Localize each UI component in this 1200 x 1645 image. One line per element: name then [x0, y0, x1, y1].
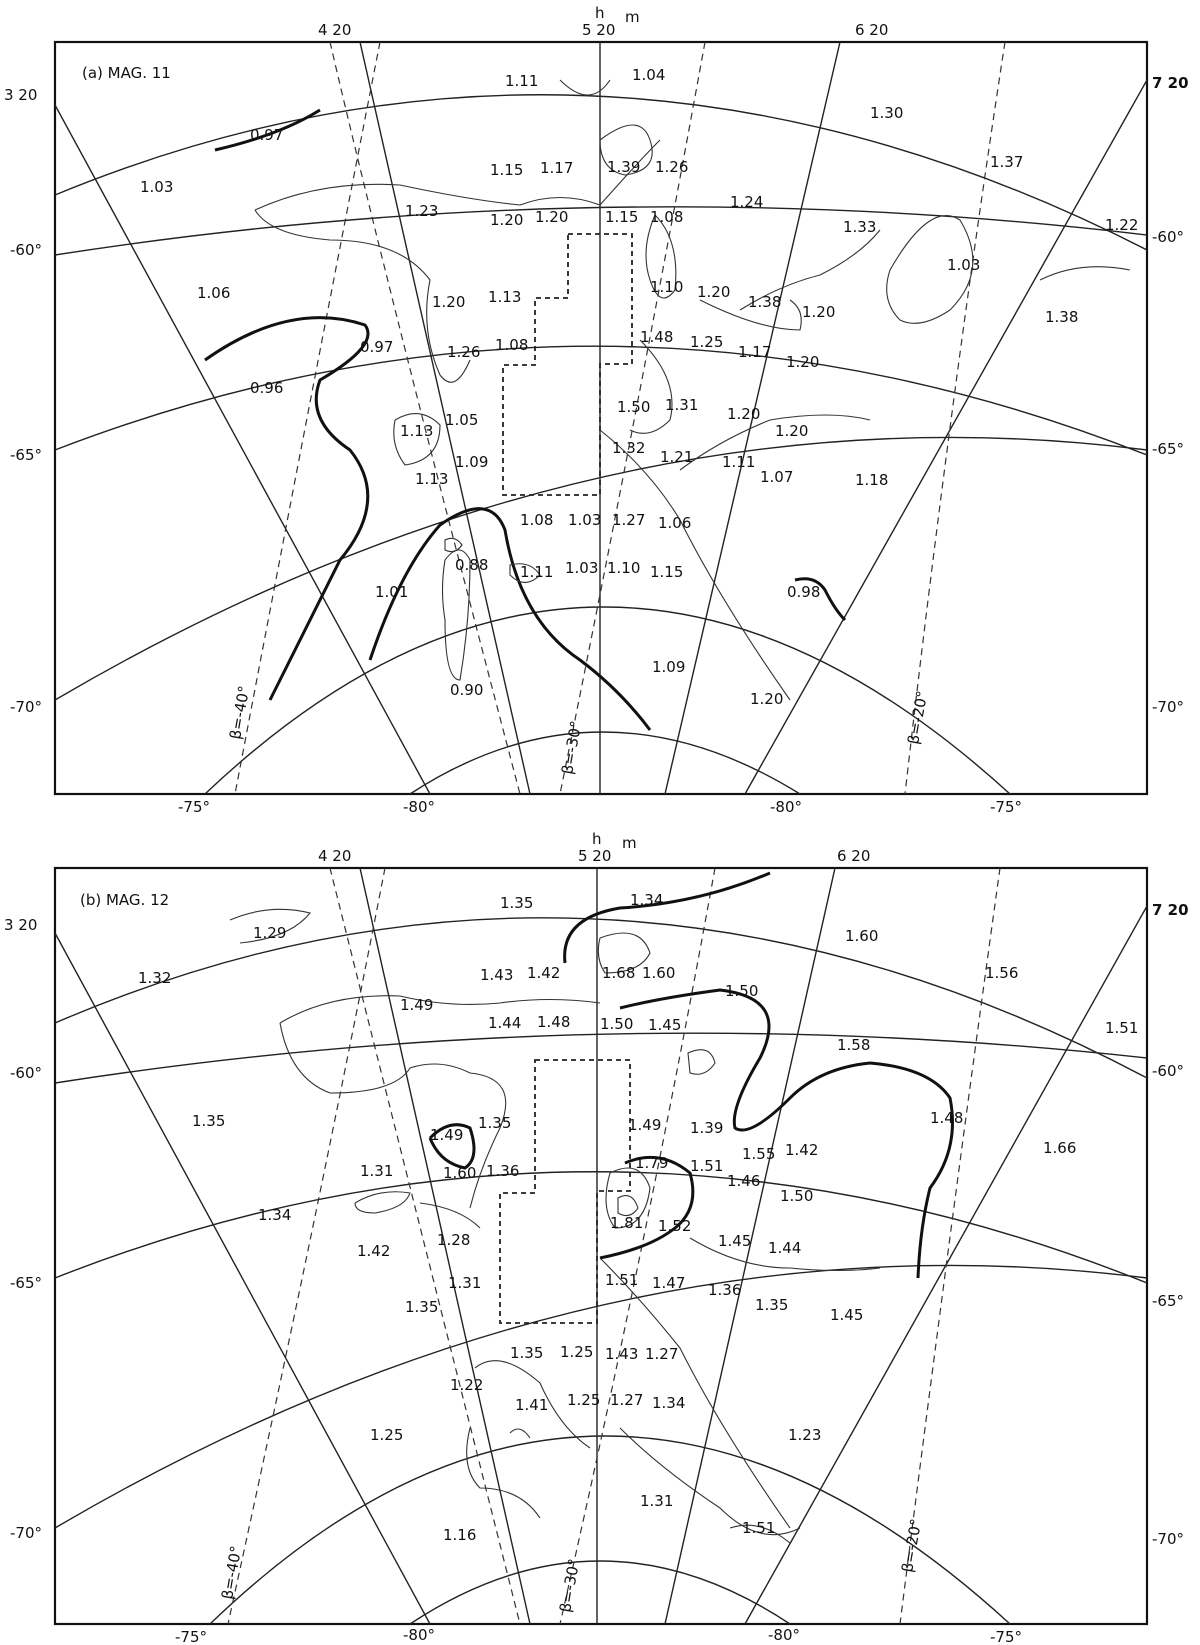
bottom-label-3: -80°	[768, 1626, 800, 1644]
contour-value: 1.04	[632, 66, 666, 84]
dec-circle-75	[410, 732, 800, 794]
contour-value: 1.20	[750, 690, 784, 708]
contour-value: 1.49	[628, 1116, 662, 1134]
contour-value: 0.98	[787, 583, 821, 601]
contour-value: 1.20	[775, 422, 809, 440]
contour-value: 1.47	[652, 1274, 686, 1292]
contour-value: 1.23	[405, 202, 439, 220]
beta-label-30: β=-30°	[556, 1557, 584, 1614]
contour-value: 1.25	[567, 1391, 601, 1409]
contour-value: 1.36	[708, 1281, 742, 1299]
contour-value: 1.50	[725, 982, 759, 1000]
beta-line-40	[235, 42, 380, 794]
contour-value: 1.35	[510, 1344, 544, 1362]
ra-label-3h20: 3 20	[4, 916, 38, 934]
contour-value: 1.25	[690, 333, 724, 351]
dec-circle-65b	[55, 1265, 1147, 1528]
contour-values-b	[138, 891, 1138, 1544]
bottom-label-4: -75°	[990, 1628, 1022, 1645]
dec-circle-60	[55, 207, 1147, 255]
beta-label-20: β=-20°	[904, 689, 932, 746]
contour-value: 1.31	[640, 1492, 674, 1510]
contour-value: 1.50	[780, 1187, 814, 1205]
contour-value: 1.08	[520, 511, 554, 529]
dec-circle-65b	[55, 437, 1147, 700]
dec-left-65: -65°	[10, 446, 42, 464]
contour-thin-8	[560, 80, 610, 95]
dec-right-70: -70°	[1152, 1530, 1184, 1548]
dec-right-65: -65°	[1152, 1292, 1184, 1310]
map-panel-b	[0, 828, 1200, 1645]
hour-line-3h20	[55, 933, 430, 1624]
contour-value: 1.03	[140, 178, 174, 196]
beta-label-40: β=-40°	[218, 1544, 246, 1601]
ra-label-3h20: 3 20	[4, 86, 38, 104]
contour-value: 1.35	[405, 1298, 439, 1316]
contour-value: 1.01	[375, 583, 409, 601]
contour-value: 1.48	[537, 1013, 571, 1031]
contour-value: 1.31	[665, 396, 699, 414]
contour-value: 1.42	[357, 1242, 391, 1260]
contour-value: 1.34	[258, 1206, 292, 1224]
contour-value: 1.03	[947, 256, 981, 274]
contour-value: 1.51	[690, 1157, 724, 1175]
dec-circle-75	[410, 1561, 790, 1624]
contour-value: 1.27	[610, 1391, 644, 1409]
contour-value: 1.20	[802, 303, 836, 321]
contour-value: 1.45	[718, 1232, 752, 1250]
contour-value: 1.25	[370, 1426, 404, 1444]
contour-value: 0.97	[360, 338, 394, 356]
contour-value: 1.20	[490, 211, 524, 229]
contour-value: 1.43	[480, 966, 514, 984]
contour-value: 1.26	[447, 343, 481, 361]
contour-value: 1.10	[650, 278, 684, 296]
contour-value: 1.44	[768, 1239, 802, 1257]
contour-value: 1.31	[448, 1274, 482, 1292]
contour-value: 1.06	[197, 284, 231, 302]
dec-circle-55	[55, 95, 1147, 250]
contour-value: 1.27	[612, 511, 646, 529]
contour-value: 1.03	[568, 511, 602, 529]
contour-142	[355, 1192, 410, 1213]
ra-label-5h20: 5 20	[578, 847, 612, 865]
contour-value: 1.17	[738, 343, 772, 361]
contour-value: 0.90	[450, 681, 484, 699]
contour-value: 1.20	[432, 293, 466, 311]
contour-thin-1	[255, 140, 660, 210]
contour-value: 1.60	[845, 927, 879, 945]
bottom-label-1: -75°	[175, 1628, 207, 1645]
contour-value: 1.20	[786, 353, 820, 371]
contour-value: 1.56	[985, 964, 1019, 982]
map-panel-a	[0, 0, 1200, 816]
contour-value: 1.44	[488, 1014, 522, 1032]
dec-left-70: -70°	[10, 1524, 42, 1542]
contour-139	[688, 1050, 715, 1075]
bottom-label-3: -80°	[770, 798, 802, 816]
contour-value: 1.32	[612, 439, 646, 457]
ra-label-4h20: 4 20	[318, 847, 352, 865]
beta-line-30	[560, 42, 705, 794]
contour-values-a	[140, 66, 1138, 708]
contour-value: 1.34	[630, 891, 664, 909]
map-frame	[55, 42, 1147, 794]
contour-value: 1.55	[742, 1145, 776, 1163]
contour-value: 1.09	[652, 658, 686, 676]
dec-left-60: -60°	[10, 1064, 42, 1082]
contour-thin-4	[630, 340, 672, 433]
contour-value: 1.60	[443, 1164, 477, 1182]
dec-circle-70	[205, 607, 1010, 794]
map-a-svg	[0, 0, 1200, 816]
contour-value: 1.07	[760, 468, 794, 486]
dec-left-70: -70°	[10, 698, 42, 716]
panel-title-b: (b) MAG. 12	[80, 891, 170, 909]
contour-value: 1.08	[650, 208, 684, 226]
contour-value: 1.03	[565, 559, 599, 577]
contour-value: 1.20	[535, 208, 569, 226]
contour-value: 1.21	[660, 448, 694, 466]
contour-value: 1.23	[788, 1426, 822, 1444]
contour-value: 1.58	[837, 1036, 871, 1054]
contour-181	[618, 1196, 638, 1216]
contour-value: 1.68	[602, 964, 636, 982]
bottom-label-4: -75°	[990, 798, 1022, 816]
contour-101	[370, 509, 650, 730]
contour-value: 1.20	[697, 283, 731, 301]
contour-value: 1.35	[192, 1112, 226, 1130]
ra-label-6h20: 6 20	[837, 847, 871, 865]
contour-value: 1.39	[607, 158, 641, 176]
beta-label-30: β=-30°	[558, 719, 586, 776]
contour-value: 1.60	[642, 964, 676, 982]
ra-label-7h20: 7 20	[1152, 901, 1189, 919]
contour-value: 1.27	[645, 1345, 679, 1363]
contour-value: 1.22	[1105, 216, 1139, 234]
ra-label-7h20: 7 20	[1152, 74, 1189, 92]
contour-value: 1.25	[560, 1343, 594, 1361]
ra-label-m-super: m	[625, 8, 640, 26]
contour-value: 1.31	[360, 1162, 394, 1180]
contour-value: 1.45	[830, 1306, 864, 1324]
contour-value: 1.43	[605, 1345, 639, 1363]
contour-value: 1.13	[400, 422, 434, 440]
dec-circle-70	[210, 1436, 1010, 1624]
contour-value: 1.05	[445, 411, 479, 429]
contour-value: 1.13	[488, 288, 522, 306]
ra-label-5h20: 5 20	[582, 21, 616, 39]
contour-value: 1.11	[505, 72, 539, 90]
contour-value: 1.15	[605, 208, 639, 226]
beta-line-30	[560, 868, 715, 1624]
contour-value: 1.38	[748, 293, 782, 311]
contour-value: 1.18	[855, 471, 889, 489]
contour-value: 1.09	[455, 453, 489, 471]
contour-value: 0.97	[250, 126, 284, 144]
contour-value: 1.48	[930, 1109, 964, 1127]
contour-value: 1.34	[652, 1394, 686, 1412]
contour-value: 1.35	[478, 1114, 512, 1132]
panel-title-a: (a) MAG. 11	[82, 64, 171, 82]
map-frame	[55, 868, 1147, 1624]
contour-value: 1.51	[605, 1271, 639, 1289]
dec-right-65: -65°	[1152, 440, 1184, 458]
contour-160-top	[565, 873, 770, 963]
contour-value: 1.48	[640, 328, 674, 346]
contour-value: 1.06	[658, 514, 692, 532]
beta-label-20: β=-20°	[898, 1517, 926, 1574]
contour-value: 1.16	[443, 1526, 477, 1544]
dec-left-60: -60°	[10, 241, 42, 259]
contour-value: 1.36	[486, 1162, 520, 1180]
ra-label-m-super: m	[622, 834, 637, 852]
dec-right-60: -60°	[1152, 1062, 1184, 1080]
contour-value: 1.35	[500, 894, 534, 912]
dec-circle-65	[55, 346, 1147, 455]
contour-value: 1.49	[400, 996, 434, 1014]
dec-right-60: -60°	[1152, 228, 1184, 246]
ra-label-h-super: h	[592, 830, 602, 848]
contour-value: 1.10	[607, 559, 641, 577]
dec-right-70: -70°	[1152, 698, 1184, 716]
map-b-svg	[0, 828, 1200, 1645]
beta-label-40: β=-40°	[226, 684, 254, 741]
contour-value: 1.35	[755, 1296, 789, 1314]
contour-value: 1.41	[515, 1396, 549, 1414]
contour-value: 1.11	[722, 453, 756, 471]
contour-value: 1.22	[450, 1376, 484, 1394]
contour-value: 1.66	[1043, 1139, 1077, 1157]
contour-value: 1.15	[650, 563, 684, 581]
contour-value: 1.42	[527, 964, 561, 982]
contour-value: 1.32	[138, 969, 172, 987]
contour-value: 1.11	[520, 563, 554, 581]
bottom-label-2: -80°	[403, 798, 435, 816]
contour-value: 1.51	[1105, 1019, 1139, 1037]
contour-value: 1.51	[742, 1519, 776, 1537]
contour-value: 1.52	[658, 1217, 692, 1235]
contour-value: 1.26	[655, 158, 689, 176]
contour-value: 1.79	[635, 1154, 669, 1172]
contour-value: 0.88	[455, 556, 489, 574]
contour-value: 1.46	[727, 1172, 761, 1190]
contour-value: 1.08	[495, 336, 529, 354]
contour-value: 1.42	[785, 1141, 819, 1159]
dec-circle-55	[55, 918, 1147, 1078]
contour-value: 1.24	[730, 193, 764, 211]
contour-096	[205, 318, 368, 700]
contour-value: 1.29	[253, 924, 287, 942]
contour-value: 1.30	[870, 104, 904, 122]
contour-thin-9	[1040, 267, 1130, 280]
ra-label-h-super: h	[595, 4, 605, 22]
contour-value: 1.39	[690, 1119, 724, 1137]
contour-thin-3	[420, 1203, 480, 1228]
bottom-label-2: -80°	[403, 1626, 435, 1644]
contour-value: 1.20	[727, 405, 761, 423]
contour-value: 1.28	[437, 1231, 471, 1249]
contour-value: 1.15	[490, 161, 524, 179]
contour-value: 1.17	[540, 159, 574, 177]
contour-value: 1.37	[990, 153, 1024, 171]
contour-value: 1.13	[415, 470, 449, 488]
ra-label-4h20: 4 20	[318, 21, 352, 39]
contour-value: 1.33	[843, 218, 877, 236]
contour-value: 1.49	[430, 1126, 464, 1144]
dec-circle-60	[55, 1033, 1147, 1083]
dec-left-65: -65°	[10, 1274, 42, 1292]
contour-141	[510, 1429, 530, 1438]
contour-value: 1.38	[1045, 308, 1079, 326]
ra-label-6h20: 6 20	[855, 21, 889, 39]
contour-value: 0.96	[250, 379, 284, 397]
bottom-label-1: -75°	[178, 798, 210, 816]
contour-value: 1.81	[610, 1214, 644, 1232]
contour-value: 1.50	[617, 398, 651, 416]
contour-value: 1.50	[600, 1015, 634, 1033]
contour-value: 1.45	[648, 1016, 682, 1034]
